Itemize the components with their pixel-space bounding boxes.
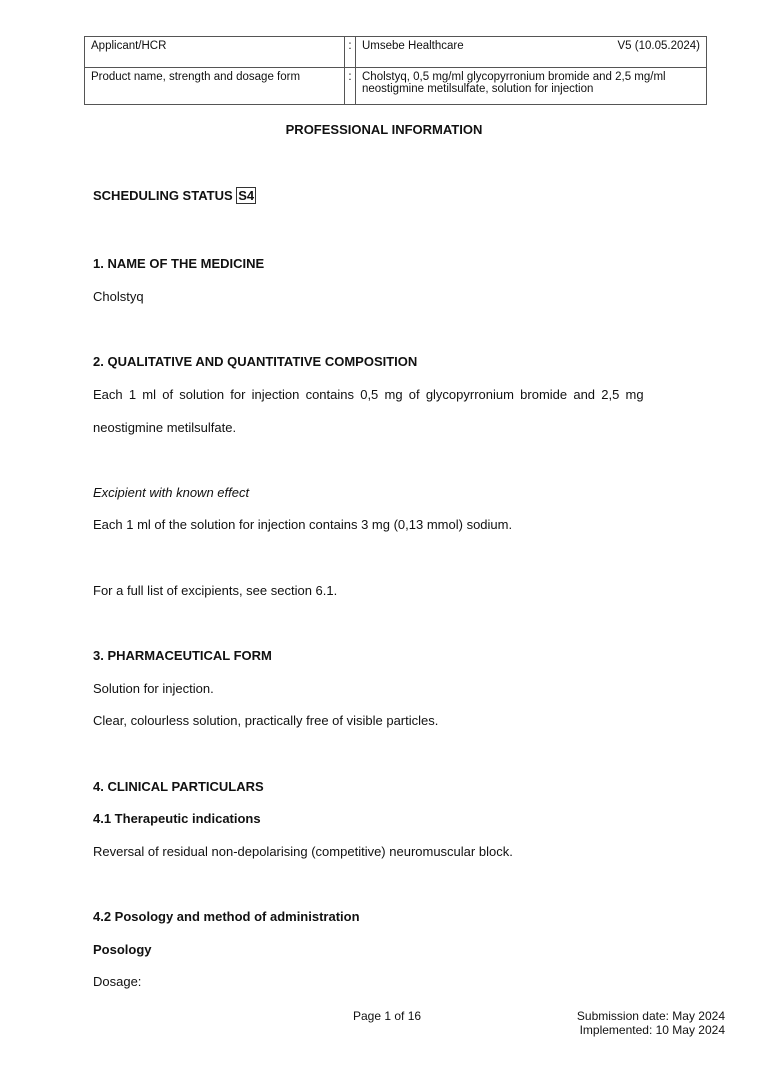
page-number: Page 1 of 16: [353, 1009, 422, 1023]
header-row-applicant: [85, 37, 707, 68]
applicant-value: Umsebe Healthcare: [362, 40, 464, 52]
section-1-heading: 1. NAME OF THE MEDICINE: [93, 256, 265, 271]
medicine-name: Cholstyq: [93, 289, 144, 304]
applicant-value-cell: [356, 37, 707, 68]
colon-separator: :: [345, 68, 356, 105]
section-4-heading: 4. CLINICAL PARTICULARS: [93, 779, 264, 794]
composition-line-2: neostigmine metilsulfate.: [93, 420, 237, 435]
section-3-heading: 3. PHARMACEUTICAL FORM: [93, 648, 272, 663]
implemented-date: Implemented: 10 May 2024: [579, 1023, 725, 1037]
header-table: [84, 36, 707, 105]
product-value-cell: [356, 68, 707, 105]
section-4-2-heading: 4.2 Posology and method of administration: [93, 909, 360, 924]
version-label: V5 (10.05.2024): [617, 40, 700, 52]
document-title: PROFESSIONAL INFORMATION: [285, 122, 483, 137]
composition-line-1: Each 1 ml of solution for injection contains 0,5 mg of glycopyrronium bromide and 2,5 mg: [93, 387, 644, 402]
excipient-list-reference: For a full list of excipients, see section 6.1.: [93, 583, 338, 598]
scheduling-status: [93, 188, 256, 203]
scheduling-status-value: S4: [238, 188, 255, 203]
product-label: Product name, strength and dosage form: [85, 68, 345, 105]
pharmaceutical-form-line-2: Clear, colourless solution, practically free of visible particles.: [93, 713, 439, 728]
posology-heading: Posology: [93, 942, 152, 957]
scheduling-status-label: SCHEDULING STATUS: [93, 188, 233, 203]
colon-separator: :: [345, 37, 356, 68]
excipient-text: Each 1 ml of the solution for injection contains 3 mg (0,13 mmol) sodium.: [93, 517, 513, 532]
submission-date: Submission date: May 2024: [576, 1009, 725, 1023]
product-value-line1: Cholstyq, 0,5 mg/ml glycopyrronium bromide and 2,5 mg/ml: [362, 71, 666, 83]
header-row-product: [85, 68, 707, 105]
applicant-label: Applicant/HCR: [85, 37, 345, 68]
section-4-1-heading: 4.1 Therapeutic indications: [93, 811, 261, 826]
product-value-line2: neostigmine metilsulfate, solution for injection: [362, 83, 594, 95]
dosage-label: Dosage:: [93, 974, 142, 989]
therapeutic-indications-text: Reversal of residual non-depolarising (competitive) neuromuscular block.: [93, 844, 513, 859]
pharmaceutical-form-line-1: Solution for injection.: [93, 681, 214, 696]
section-2-heading: 2. QUALITATIVE AND QUANTITATIVE COMPOSITION: [93, 354, 418, 369]
excipient-heading: Excipient with known effect: [93, 485, 250, 500]
